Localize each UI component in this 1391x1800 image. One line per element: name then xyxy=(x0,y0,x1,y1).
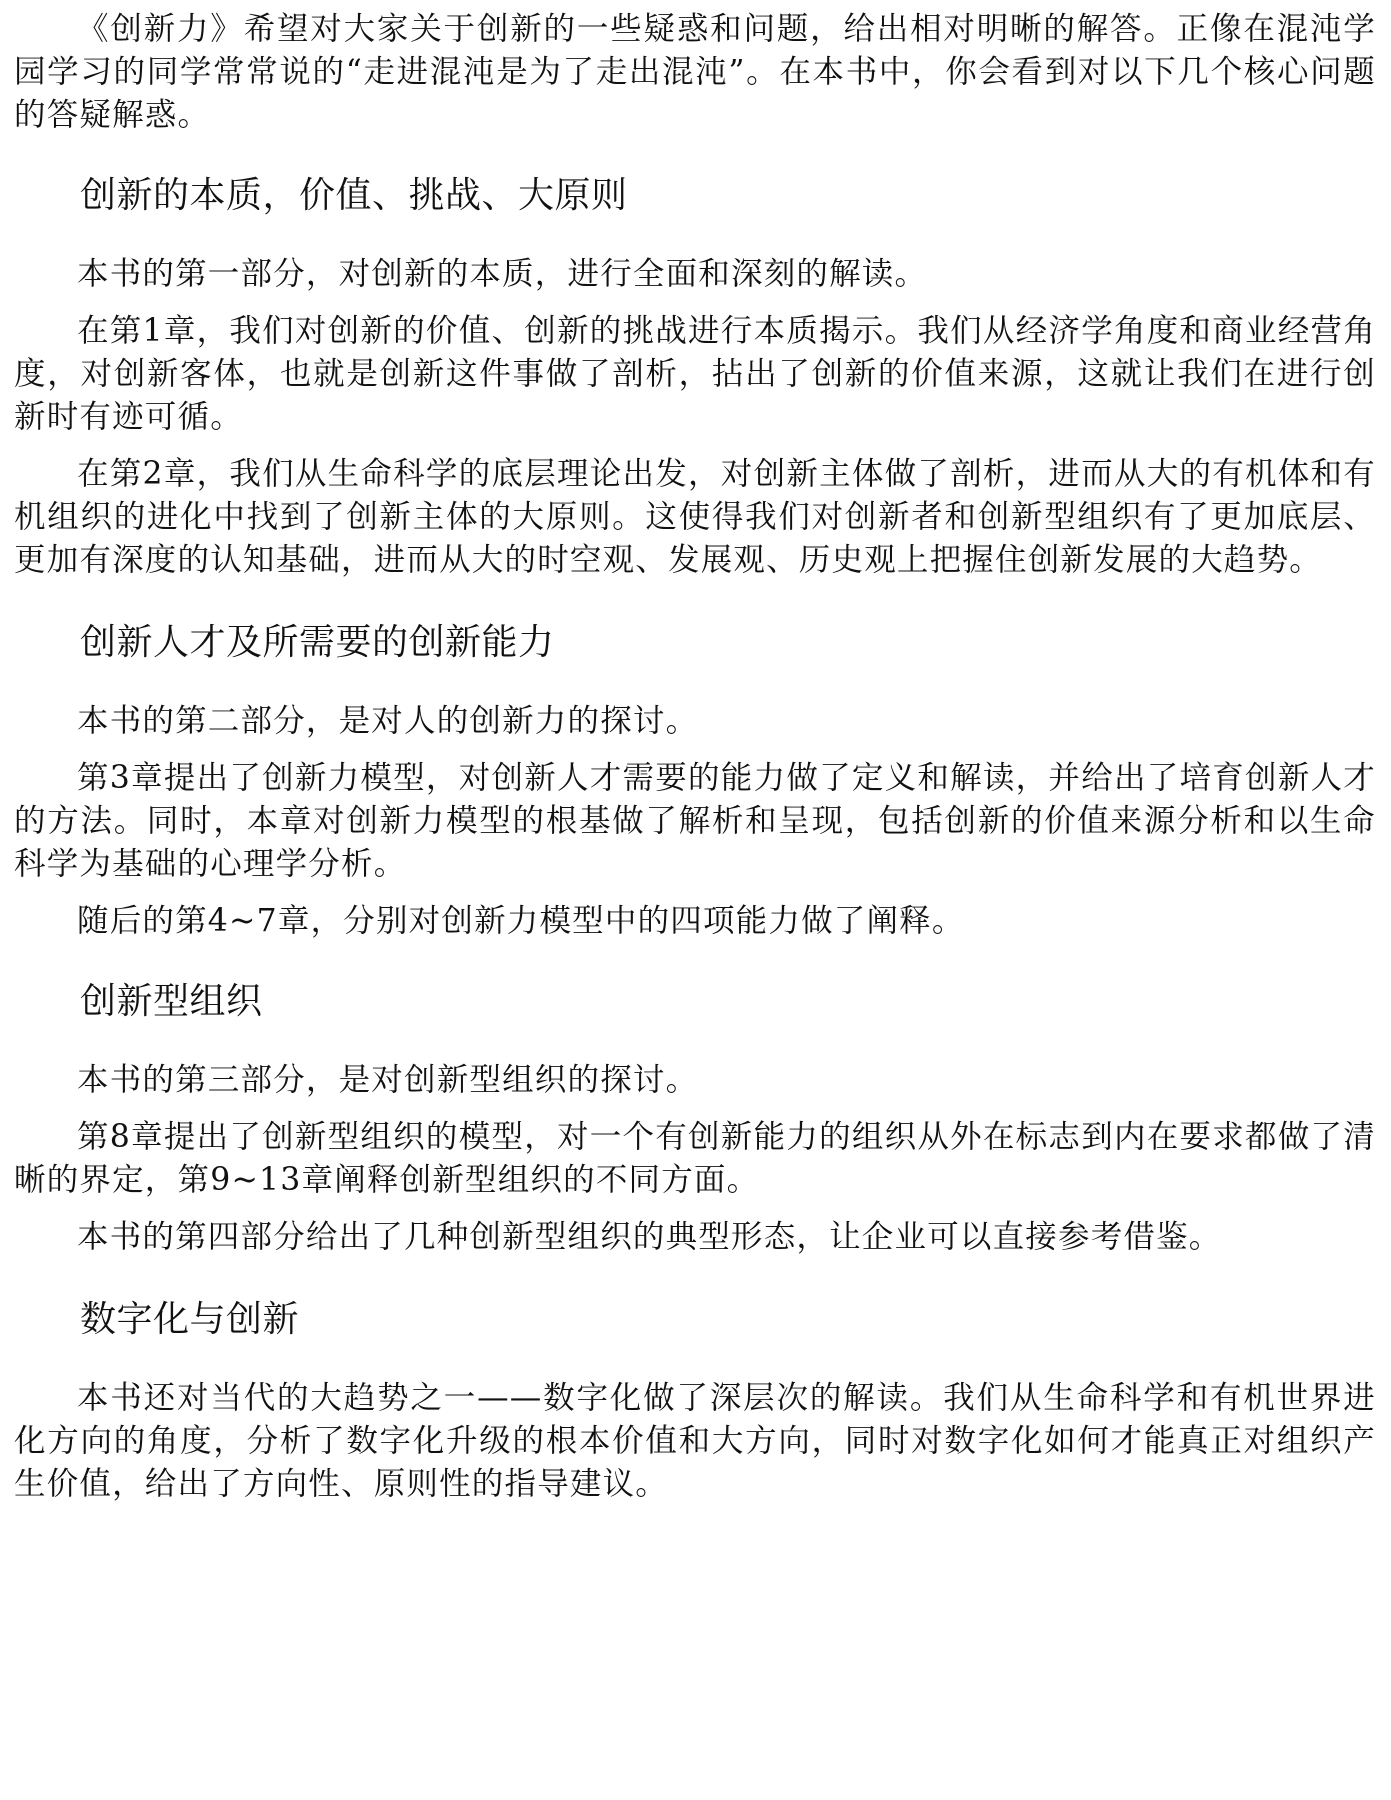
section-heading-essence: 创新的本质，价值、挑战、大原则 xyxy=(80,175,628,216)
section-2-paragraph-1: 本书的第二部分，是对人的创新力的探讨。 xyxy=(77,703,699,739)
section-heading-organization: 创新型组织 xyxy=(80,981,263,1022)
section-2-paragraph-2: 第3章提出了创新力模型，对创新人才需要的能力做了定义和解读，并给出了培育创新人才的方法。同时，本章对创新力模型的根基做了解析和呈现，包括创新的价值来源分析和以生命科学为基础的心理学分析。 xyxy=(14,760,1376,882)
intro-paragraph: 《创新力》希望对大家关于创新的一些疑惑和问题，给出相对明晰的解答。正像在混沌学园学习的同学常常说的“走进混沌是为了走出混沌”。在本书中，你会看到对以下几个核心问题的答疑解惑。 xyxy=(14,11,1376,133)
section-3-paragraph-1: 本书的第三部分，是对创新型组织的探讨。 xyxy=(77,1062,699,1098)
section-2-paragraph-3: 随后的第4~7章，分别对创新力模型中的四项能力做了阐释。 xyxy=(77,903,965,939)
section-heading-digital: 数字化与创新 xyxy=(80,1299,300,1340)
document-page xyxy=(14,8,1376,1520)
section-1-paragraph-1: 本书的第一部分，对创新的本质，进行全面和深刻的解读。 xyxy=(77,256,928,292)
section-1-paragraph-2: 在第1章，我们对创新的价值、创新的挑战进行本质揭示。我们从经济学角度和商业经营角度，对创新客体，也就是创新这件事做了剖析，拈出了创新的价值来源，这就让我们在进行创新时有迹可循。 xyxy=(14,313,1376,435)
section-3-paragraph-2: 第8章提出了创新型组织的模型，对一个有创新能力的组织从外在标志到内在要求都做了清晰的界定，第9~13章阐释创新型组织的不同方面。 xyxy=(14,1119,1376,1198)
section-4-paragraph-1: 本书还对当代的大趋势之一——数字化做了深层次的解读。我们从生命科学和有机世界进化方向的角度，分析了数字化升级的根本价值和大方向，同时对数字化如何才能真正对组织产生价值，给出了方向性、原则性的指导建议。 xyxy=(14,1380,1376,1502)
section-heading-talent: 创新人才及所需要的创新能力 xyxy=(80,622,555,663)
section-1-paragraph-3: 在第2章，我们从生命科学的底层理论出发，对创新主体做了剖析，进而从大的有机体和有机组织的进化中找到了创新主体的大原则。这使得我们对创新者和创新型组织有了更加底层、更加有深度的认知基础，进而从大的时空观、发展观、历史观上把握住创新发展的大趋势。 xyxy=(14,456,1376,578)
section-3-paragraph-3: 本书的第四部分给出了几种创新型组织的典型形态，让企业可以直接参考借鉴。 xyxy=(77,1219,1222,1255)
